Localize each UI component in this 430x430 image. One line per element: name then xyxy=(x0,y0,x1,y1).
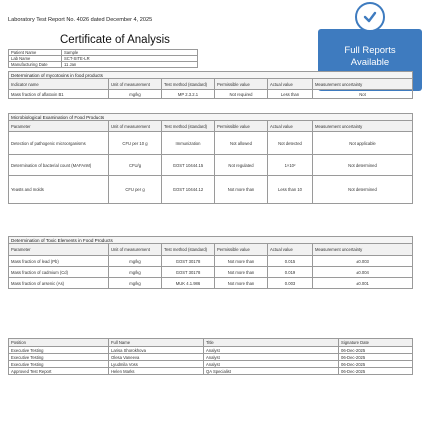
table-row xyxy=(9,267,413,278)
table-cell: ±0.003 xyxy=(313,256,413,267)
info-value: Sample xyxy=(62,50,198,56)
table-cell: CFU per g xyxy=(109,176,162,204)
badge-line1: Full Reports xyxy=(344,45,396,56)
table-cell: GOST 30178 xyxy=(162,256,215,267)
table-cell: 0.003 xyxy=(268,278,313,289)
table-cell: CFU per 10 g xyxy=(109,132,162,155)
table-cell: Mass fraction of lead (Pb) xyxy=(9,256,109,267)
table-row xyxy=(9,347,413,354)
table-cell: Not applicable xyxy=(313,132,413,155)
column-header: Measurement uncertainty xyxy=(313,244,413,256)
info-label: Manufacturing Date xyxy=(9,62,62,68)
column-header: Test method (standard) xyxy=(162,79,215,90)
table-cell: GOST 10444.12 xyxy=(162,176,215,204)
table-row xyxy=(9,155,413,176)
table-cell: Detection of pathogenic microorganisms xyxy=(9,132,109,155)
table-cell: CFU/g xyxy=(109,155,162,176)
column-header: Unit of measurement xyxy=(109,121,162,132)
column-header: Unit of measurement xyxy=(109,79,162,90)
table-header-row xyxy=(9,339,413,347)
table-header-row xyxy=(9,79,413,90)
table-cell: GOST 30178 xyxy=(162,267,215,278)
microbiological-table xyxy=(8,113,413,204)
table-cell: Determination of bacterial count (MAFAnM) xyxy=(9,155,109,176)
column-header: Full Name xyxy=(109,339,204,347)
table-cell: Executive Testing xyxy=(9,361,109,368)
column-header: Parameter xyxy=(9,244,109,256)
table-row xyxy=(9,132,413,155)
table-cell: Executive Testing xyxy=(9,347,109,354)
table-cell: Less than xyxy=(268,90,313,99)
column-header: Test method (standard) xyxy=(162,244,215,256)
document-title: Certificate of Analysis xyxy=(60,34,170,46)
column-header: Actual value xyxy=(268,244,313,256)
table-row xyxy=(9,368,413,375)
table-cell: Not determined xyxy=(313,176,413,204)
table-cell: Lyudmila Voss xyxy=(109,361,204,368)
table-cell: 06-Dec-2025 xyxy=(339,354,413,361)
table-cell: Executive Testing xyxy=(9,354,109,361)
table-cell: Analyst xyxy=(204,361,339,368)
table-cell: mg/kg xyxy=(109,267,162,278)
table-cell: MP 2.3.2.1 xyxy=(162,90,215,99)
table-cell: Mass fraction of aflatoxin B1 xyxy=(9,90,109,99)
table-cell: ±0.001 xyxy=(313,278,413,289)
table-cell: Mass fraction of cadmium (Cd) xyxy=(9,267,109,278)
info-label: Lab Name xyxy=(9,56,62,62)
info-label: Patient Name xyxy=(9,50,62,56)
column-header: Measurement uncertainty xyxy=(313,121,413,132)
table-cell: 1×10² xyxy=(268,155,313,176)
section-title: Determination of Toxic Elements in Food Products xyxy=(9,237,413,244)
signatures-table xyxy=(8,338,413,375)
table-cell: Approved Test Report xyxy=(9,368,109,375)
table-cell: Helen Marks xyxy=(109,368,204,375)
table-cell: 06-Dec-2025 xyxy=(339,368,413,375)
table-cell: ±0.004 xyxy=(313,267,413,278)
table-row xyxy=(9,278,413,289)
report-reference: Laboratory Test Report No. 4026 dated December 4, 2025 xyxy=(8,17,153,23)
table-cell: mg/kg xyxy=(109,256,162,267)
table-cell: 06-Dec-2025 xyxy=(339,347,413,354)
table-row xyxy=(9,72,413,79)
table-cell: Mass fraction of arsenic (As) xyxy=(9,278,109,289)
table-cell: Not detected xyxy=(268,132,313,155)
table-cell: 0.015 xyxy=(268,256,313,267)
table-header-row xyxy=(9,121,413,132)
info-value: SCT-SITE-LR xyxy=(62,56,198,62)
table-cell: mg/kg xyxy=(109,278,162,289)
table-row xyxy=(9,361,413,368)
mycotoxins-table xyxy=(8,71,413,99)
table-row xyxy=(9,114,413,121)
column-header: Permissible value xyxy=(215,121,268,132)
table-cell: Larisa Shorokhova xyxy=(109,347,204,354)
column-header: Parameter xyxy=(9,121,109,132)
table-cell: Yeasts and molds xyxy=(9,176,109,204)
table-cell: Not more than xyxy=(215,278,268,289)
section-title: Determination of mycotoxins in food products xyxy=(9,72,413,79)
table-cell: Not more than xyxy=(215,267,268,278)
table-cell: Not more than xyxy=(215,256,268,267)
table-header-row xyxy=(9,244,413,256)
table-cell: Not xyxy=(313,90,413,99)
table-row xyxy=(9,237,413,244)
table-cell: Not determined xyxy=(313,155,413,176)
table-cell: Analyst xyxy=(204,347,339,354)
table-cell: 06-Dec-2025 xyxy=(339,361,413,368)
sample-info-table xyxy=(8,49,198,68)
column-header: Permissible value xyxy=(215,79,268,90)
table-cell: Less than 10 xyxy=(268,176,313,204)
table-cell: Analyst xyxy=(204,354,339,361)
table-cell: Olesa Vaneeva xyxy=(109,354,204,361)
section-title: Microbiological Examination of Food Products xyxy=(9,114,413,121)
table-row xyxy=(9,90,413,99)
column-header: Indicator name xyxy=(9,79,109,90)
column-header: Measurement uncertainty xyxy=(313,79,413,90)
table-cell: Not more than xyxy=(215,176,268,204)
column-header: Test method (standard) xyxy=(162,121,215,132)
info-value: 11 Jan xyxy=(62,62,198,68)
table-row xyxy=(9,256,413,267)
table-cell: Not regulated xyxy=(215,155,268,176)
table-row xyxy=(9,354,413,361)
check-circle-icon xyxy=(355,2,385,32)
column-header: Actual value xyxy=(268,79,313,90)
column-header: Unit of measurement xyxy=(109,244,162,256)
table-row xyxy=(9,176,413,204)
column-header: Permissible value xyxy=(215,244,268,256)
table-cell: mg/kg xyxy=(109,90,162,99)
badge-line2: Available xyxy=(350,57,390,68)
table-cell: Immunization xyxy=(162,132,215,155)
toxic-elements-table xyxy=(8,236,413,289)
table-cell: MUK 4.1.986 xyxy=(162,278,215,289)
table-row xyxy=(9,62,198,68)
column-header: Actual value xyxy=(268,121,313,132)
table-cell: Not required xyxy=(215,90,268,99)
table-cell: QA Specialist xyxy=(204,368,339,375)
column-header: Signature Date xyxy=(339,339,413,347)
table-cell: 0.019 xyxy=(268,267,313,278)
table-cell: Not allowed xyxy=(215,132,268,155)
column-header: Title xyxy=(204,339,339,347)
column-header: Position xyxy=(9,339,109,347)
table-cell: GOST 10444.15 xyxy=(162,155,215,176)
